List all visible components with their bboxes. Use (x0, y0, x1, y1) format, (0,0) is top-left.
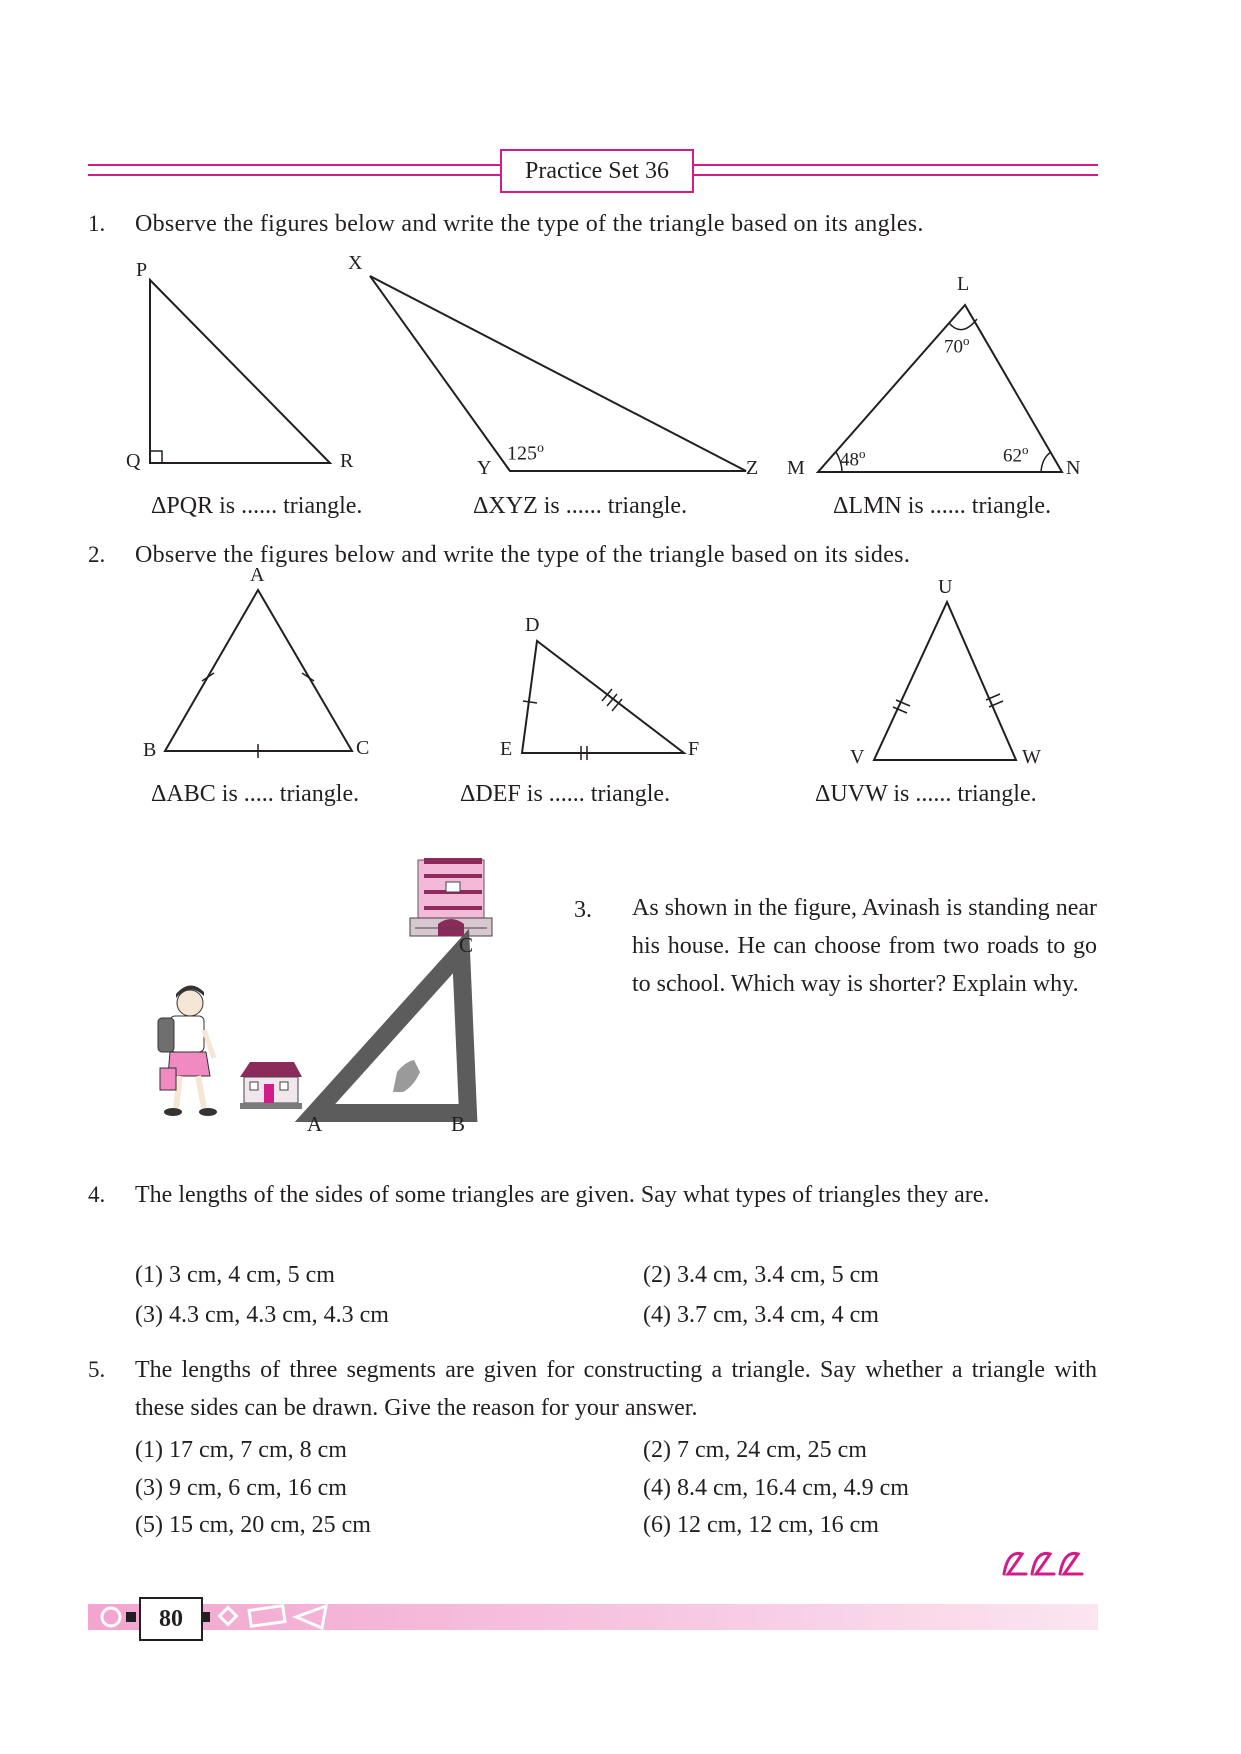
angle-y-value: 125$^o$ (507, 441, 544, 465)
practice-set-title: Practice Set 36 (500, 149, 694, 193)
caption-pqr: ΔPQR is ...... triangle. (151, 493, 363, 519)
footer-diamond-icon (220, 1608, 237, 1625)
angle-l-value: 70$^o$ (944, 333, 970, 358)
q5-number: 5. (88, 1357, 106, 1382)
q5-text: The lengths of three segments are given for constructing a triangle. Say whether a triangle with these sides can be drawn. Give the reason for your answer. (135, 1357, 1097, 1421)
footer-rectangle-icon (249, 1606, 285, 1627)
q4-text: The lengths of the sides of some triangles are given. Say what types of triangles they are. (135, 1182, 990, 1208)
label-r: R (340, 450, 354, 472)
q3-label-c: C (459, 933, 474, 957)
q1-text: Observe the figures below and write the type of the triangle based on its angles. (135, 211, 924, 237)
label-z: Z (746, 457, 759, 479)
label-f: F (688, 738, 700, 760)
label-n: N (1066, 457, 1081, 479)
q4-number: 4. (88, 1182, 106, 1207)
caption-lmn: ΔLMN is ...... triangle. (833, 493, 1052, 519)
q4-option-4: (4) 3.7 cm, 3.4 cm, 4 cm (643, 1302, 879, 1328)
label-q: Q (126, 450, 141, 472)
q2-text: Observe the figures below and write the type of the triangle based on its sides. (135, 542, 911, 568)
caption-uvw: ΔUVW is ...... triangle. (815, 781, 1037, 807)
label-m: M (787, 457, 805, 479)
q2-number: 2. (88, 542, 106, 567)
label-p: P (136, 259, 148, 281)
q3-text: As shown in the figure, Avinash is standing near his house. He can choose from two roads to go to school. Which way is shorter? Explain why. (632, 895, 1097, 997)
q5-option-6: (6) 12 cm, 12 cm, 16 cm (643, 1512, 879, 1538)
label-e: E (500, 738, 513, 760)
footer-square-icon (126, 1612, 136, 1622)
label-v: V (850, 746, 865, 768)
q1-number: 1. (88, 211, 106, 236)
caption-def: ΔDEF is ...... triangle. (460, 781, 671, 807)
label-c: C (356, 737, 370, 759)
q4-option-1: (1) 3 cm, 4 cm, 5 cm (135, 1262, 335, 1288)
label-u: U (938, 576, 953, 598)
q3-number: 3. (574, 897, 592, 923)
footer-circle-icon (102, 1608, 120, 1626)
caption-abc: ΔABC is ..... triangle. (151, 781, 360, 807)
q3-label-a: A (307, 1112, 323, 1136)
caption-xyz: ΔXYZ is ...... triangle. (473, 493, 688, 519)
label-d: D (525, 614, 540, 636)
label-x: X (348, 252, 363, 274)
q5-option-3: (3) 9 cm, 6 cm, 16 cm (135, 1475, 347, 1501)
q4-option-2: (2) 3.4 cm, 3.4 cm, 5 cm (643, 1262, 879, 1288)
q5-option-5: (5) 15 cm, 20 cm, 25 cm (135, 1512, 371, 1538)
label-b: B (143, 739, 157, 761)
label-a: A (250, 564, 265, 586)
q5-option-2: (2) 7 cm, 24 cm, 25 cm (643, 1437, 867, 1463)
q4-option-3: (3) 4.3 cm, 4.3 cm, 4.3 cm (135, 1302, 389, 1328)
angle-m-value: 48$^o$ (840, 446, 866, 471)
label-l: L (957, 273, 970, 295)
q5-option-4: (4) 8.4 cm, 16.4 cm, 4.9 cm (643, 1475, 909, 1501)
label-w: W (1022, 746, 1041, 768)
label-y: Y (477, 457, 492, 479)
page-number: 80 (139, 1597, 203, 1641)
footer-triangle-icon (296, 1606, 326, 1628)
q3-label-b: B (451, 1112, 466, 1136)
angle-n-value: 62$^o$ (1003, 442, 1029, 467)
q5-option-1: (1) 17 cm, 7 cm, 8 cm (135, 1437, 347, 1463)
